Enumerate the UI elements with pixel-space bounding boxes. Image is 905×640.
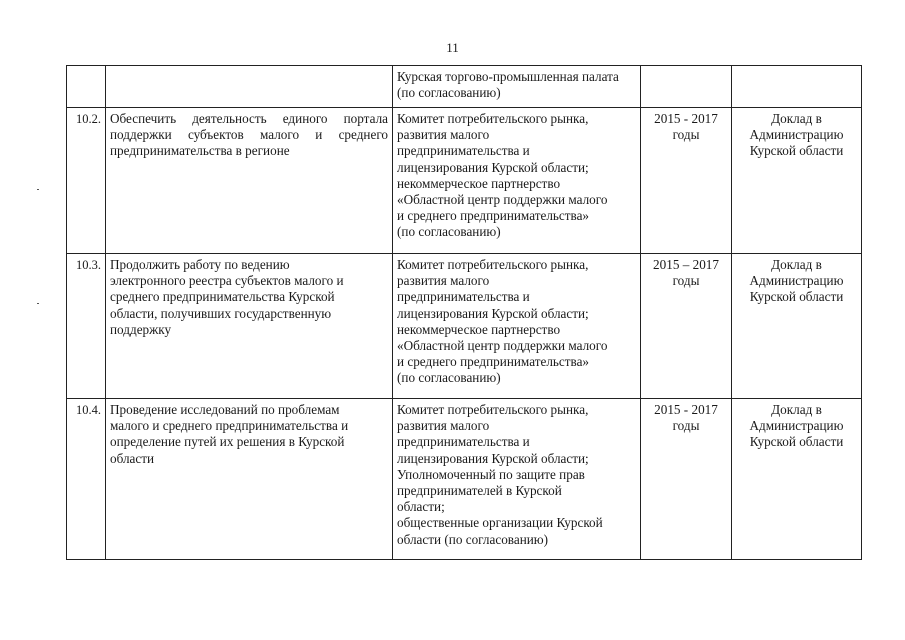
table-row [67, 108, 862, 254]
page-number: 11 [446, 40, 459, 55]
report-cell: Доклад в Администрацию Курской области [732, 108, 862, 254]
executors-cell: Комитет потребительского рынка, развития малого предпринимательства и лицензирования Курской области; некоммерческое партнерство «Областной центр поддержки малого и среднего предпринимательства» (по согласованию) [393, 254, 641, 399]
task-cell: Продолжить работу по ведению электронного реестра субъектов малого и среднего предпринимательства Курской области, получивших государственную поддержку [106, 254, 393, 399]
task-cell: Проведение исследований по проблемам малого и среднего предпринимательства и определение путей их решения в Курской области [106, 399, 393, 560]
report-cell: Доклад в Администрацию Курской области [732, 399, 862, 560]
task-cell: Обеспечить деятельность единого портала поддержки субъектов малого и среднего предпринимательства в регионе [106, 108, 393, 254]
action-plan-table [66, 65, 862, 560]
table-row [67, 254, 862, 399]
period-cell: 2015 - 2017 годы [641, 399, 732, 560]
executors-cell: Комитет потребительского рынка, развития малого предпринимательства и лицензирования Курской области; некоммерческое партнерство «Областной центр поддержки малого и среднего предпринимательства» (по согласованию) [393, 108, 641, 254]
item-number-cell [67, 66, 106, 108]
period-cell [641, 66, 732, 108]
item-number-cell: 10.2. [67, 108, 106, 254]
scan-speck [37, 303, 39, 304]
task-cell [106, 66, 393, 108]
executors-cell: Курская торгово-промышленная палата (по согласованию) [393, 66, 641, 108]
scan-speck [37, 189, 39, 190]
table-row [67, 66, 862, 108]
item-number-cell: 10.3. [67, 254, 106, 399]
report-cell: Доклад в Администрацию Курской области [732, 254, 862, 399]
item-number-cell: 10.4. [67, 399, 106, 560]
table-row [67, 399, 862, 560]
period-cell: 2015 - 2017 годы [641, 108, 732, 254]
executors-cell: Комитет потребительского рынка, развития малого предпринимательства и лицензирования Курской области; Уполномоченный по защите прав предпринимателей в Курской области; общественные организации Курской области (по согласованию) [393, 399, 641, 560]
period-cell: 2015 – 2017 годы [641, 254, 732, 399]
report-cell [732, 66, 862, 108]
